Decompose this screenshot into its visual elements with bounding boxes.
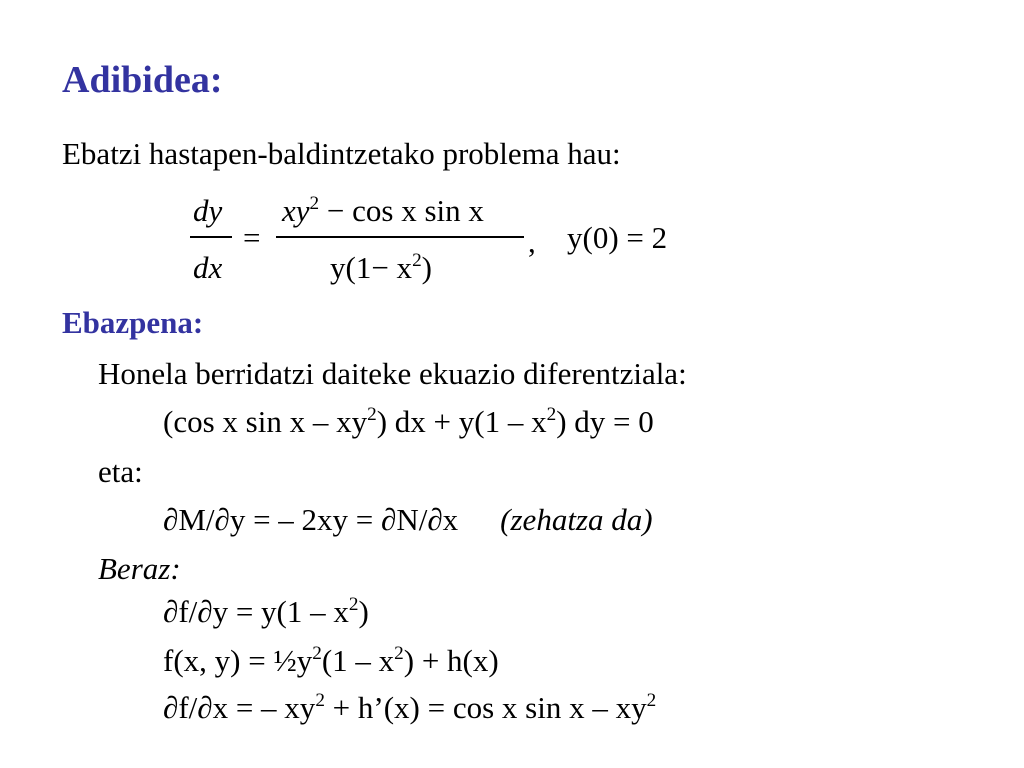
slide-title: Adibidea:	[62, 59, 223, 101]
partial-f-y: $\partial f/\partial y = y(1 - x^2)$	[163, 594, 369, 629]
partial-f-x: ∂f/∂x = – $xy^2$ + h’(x) = cos x sin x – $xy^2$	[163, 690, 657, 725]
rewritten-equation: (cos x sin x – $xy^2$) dx + $y(1 - x^2)$ dy = 0	[163, 404, 654, 439]
comma: ,	[528, 224, 536, 259]
dy-numerator: dy	[193, 193, 223, 228]
rhs-numerator: $xy^2 - \cos x$ sin x	[282, 193, 484, 228]
beraz-label: Beraz:	[98, 551, 181, 586]
equals-sign: =	[243, 220, 261, 255]
solution-heading: Ebazpena:	[62, 305, 204, 340]
problem-statement: Ebatzi hastapen-baldintzetako problema hau:	[62, 136, 621, 171]
eta-label: eta:	[98, 454, 143, 489]
exactness-check: ∂M/∂y = – 2xy = ∂N/∂x (zehatza da)	[163, 502, 653, 537]
fraction-bar-right	[276, 236, 524, 238]
fraction-bar-left	[190, 236, 232, 238]
initial-condition: y(0) = 2	[567, 220, 668, 255]
rhs-denominator: $y(1- x^2)$	[330, 250, 432, 285]
rewrite-text: Honela berridatzi daiteke ekuazio diferentziala:	[98, 356, 687, 391]
dx-denominator: dx	[193, 250, 223, 285]
potential-function: f(x, $y) = \frac{1}{2}y^2(1 - x^2) + h(x)$	[163, 643, 499, 678]
